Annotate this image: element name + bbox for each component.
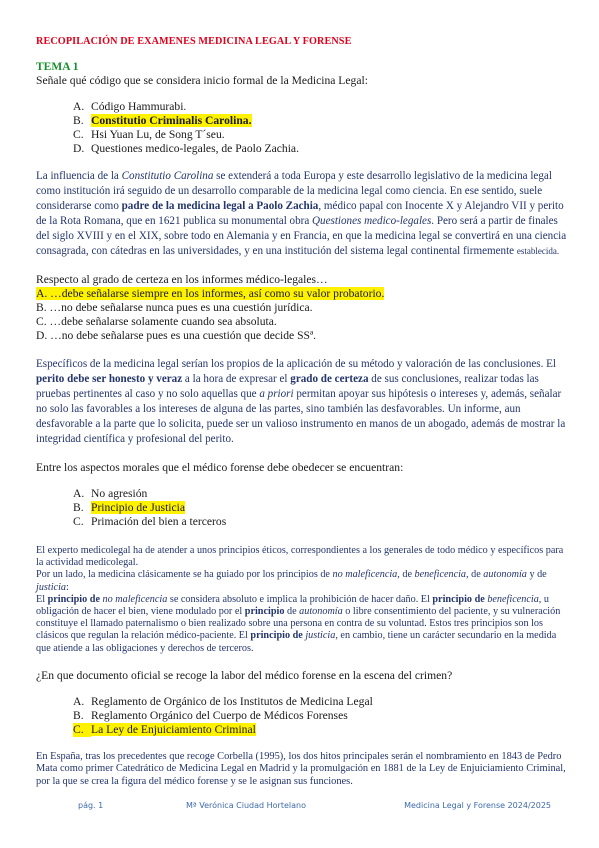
text-run: principio de bbox=[432, 593, 488, 605]
option-text: Primación del bien a terceros bbox=[91, 515, 227, 528]
option-a bbox=[36, 287, 569, 301]
option-a bbox=[73, 487, 569, 501]
option-text-correct: A. …debe señalarse siempre en los informes, así como su valor probatorio. bbox=[36, 287, 385, 300]
question-1: Señale qué código que se considera inicio formal de la Medicina Legal: bbox=[36, 74, 368, 87]
question-4: ¿En que documento oficial se recoge la labor del médico forense en la escena del crimen? bbox=[36, 668, 453, 682]
text-run: no maleficencia bbox=[102, 593, 168, 605]
text-run: Por un lado, la medicina clásicamente se ha guiado por los principios de bbox=[36, 569, 333, 581]
text-run: justicia bbox=[36, 581, 66, 593]
option-text: Hsi Yuan Lu, de Song T´seu. bbox=[91, 128, 225, 141]
text-run: se extenderá a toda Europa y este desarrollo legislativo de la medicina legal como institución irá seguido de un desarrollo comparable de la medicina legal como ciencia. En ese sentido, suele considerarse como bbox=[36, 170, 552, 212]
text-run: a la hora de expresar el bbox=[182, 373, 291, 385]
text-run: . Pero será a partir de finales del siglo XVIII y en el XIX, sobre todo en Alemania y en Francia, en que la medicina legal se convertirá en una ciencia consagrada, con cátedras en las universidades, y en una institución del sistema legal continental firmemente bbox=[36, 215, 567, 257]
footer-page-number: pág. 1 bbox=[78, 801, 104, 810]
explanation-3-paragraph bbox=[36, 569, 569, 593]
question-1-options bbox=[36, 100, 569, 156]
option-letter: C. bbox=[73, 515, 84, 528]
text-run: , médico papal con Inocente X y Alejandro VII y perito de la Rota Romana, que en 1621 publica su monumental obra bbox=[36, 200, 564, 227]
text-run: se considera absoluto e implica la prohibición de hacer daño. El bbox=[167, 593, 433, 605]
text-run: a priori bbox=[259, 388, 294, 400]
option-c bbox=[73, 128, 569, 142]
text-run: Constitutio Carolina bbox=[121, 170, 214, 182]
text-run: de bbox=[284, 606, 300, 618]
explanation-2 bbox=[36, 357, 569, 447]
footer-course: Medicina Legal y Forense 2024/2025 bbox=[404, 801, 551, 810]
text-run: permitan apoyar sus hipótesis o intereses y, además, señalar no solo las favorables a los intereses de alguna de las partes, sino también las desfavorables. Un informe, aun desfavorable a la parte que lo solicita, puede ser un valioso instrumento en manos de un abogado, además de mostrar la integridad científica y profesional del perito. bbox=[36, 388, 566, 445]
option-b bbox=[73, 709, 569, 723]
option-letter: A. bbox=[73, 487, 85, 500]
explanation-3-paragraph bbox=[36, 594, 569, 655]
text-run: de sus conclusiones, realizar todas las pruebas pertinentes al caso y no solo aquellas que bbox=[36, 373, 539, 400]
explanation-3-paragraph: El experto medicolegal ha de atender a unos principios éticos, correspondientes a los generales de todo médico y específicos para la actividad medicolegal. bbox=[36, 545, 564, 569]
option-c: C. …debe señalarse solamente cuando sea absoluta. bbox=[36, 315, 277, 328]
question-3: Entre los aspectos morales que el médico forense debe obedecer se encuentran: bbox=[36, 461, 404, 474]
text-run: establecida. bbox=[516, 246, 560, 256]
text-run: autonomía bbox=[483, 569, 527, 581]
text-run: : bbox=[66, 581, 69, 593]
text-run: principio de bbox=[47, 593, 103, 605]
explanation-1 bbox=[36, 169, 569, 259]
text-run: no maleficencia bbox=[332, 569, 398, 581]
option-text: Questiones medico-legales, de Paolo Zachia. bbox=[91, 142, 299, 155]
text-run: principio bbox=[244, 606, 285, 618]
option-letter: A. bbox=[73, 694, 85, 708]
option-a bbox=[73, 695, 569, 709]
option-letter: B. bbox=[73, 501, 84, 514]
option-c bbox=[73, 723, 569, 737]
explanation-4: En España, tras los precedentes que recoge Corbella (1995), los dos hitos principales serán el nombramiento en 1843 de Pedro Mata como primer Catedrático de Medicina Legal en Madrid y la promulgación en 1881 de la Ley de Enjuiciamiento Criminal, por la que se crea la figura del médico forense y se le asignan sus funciones. bbox=[36, 750, 566, 787]
text-run: , en cambio, tiene un carácter secundario en la medida que atiende a las obligaciones y derechos de terceros. bbox=[36, 630, 557, 654]
question-4-options bbox=[36, 695, 569, 737]
document-title: RECOPILACIÓN DE EXAMENES MEDICINA LEGAL Y FORENSE bbox=[36, 36, 352, 47]
option-c bbox=[73, 515, 569, 529]
text-run: principio de bbox=[250, 630, 306, 642]
text-run: Questiones medico-legales bbox=[312, 215, 432, 227]
text-run: , de bbox=[397, 569, 415, 581]
option-letter: B. bbox=[73, 114, 84, 127]
option-text: Reglamento Orgánico del Cuerpo de Médicos Forenses bbox=[91, 708, 348, 722]
option-letter: B. bbox=[73, 708, 84, 722]
option-text-correct: La Ley de Enjuiciamiento Criminal bbox=[91, 722, 256, 736]
text-run: beneficencia bbox=[414, 569, 467, 581]
text-run: Específicos de la medicina legal serían los propios de la aplicación de su método y valoración de las conclusiones. El bbox=[36, 358, 557, 370]
text-run: padre de la medicina legal a Paolo Zachia bbox=[121, 200, 319, 212]
text-run: , u obligación de hacer el bien, viene modulado por el bbox=[36, 593, 549, 618]
option-letter: A. bbox=[73, 100, 85, 113]
option-text: Reglamento de Orgánico de los Institutos de Medicina Legal bbox=[91, 694, 373, 708]
explanation-3 bbox=[36, 545, 569, 655]
option-text: No agresión bbox=[91, 487, 148, 500]
option-text: Código Hammurabi. bbox=[91, 100, 187, 113]
text-run: o libre consentimiento del paciente, y su vulneración constituye el llamado paternalismo o bien realizado sobre una persona en contra de su voluntad. Estos tres principios son los clásicos que regulan la relación médico-paciente. El bbox=[36, 606, 561, 642]
option-d: D. …no debe señalarse pues es una cuestión que decide SSª. bbox=[36, 329, 317, 342]
option-letter: D. bbox=[73, 142, 85, 155]
text-run: perito debe ser honesto y veraz bbox=[36, 373, 183, 385]
text-run: beneficencia bbox=[487, 593, 539, 605]
option-b: B. …no debe señalarse nunca pues es una cuestión jurídica. bbox=[36, 301, 313, 314]
option-b bbox=[73, 114, 569, 128]
text-run: La influencia de la bbox=[36, 170, 122, 182]
option-text-correct: Principio de Justicia bbox=[91, 501, 186, 514]
question-3-options bbox=[36, 487, 569, 529]
question-2-options bbox=[36, 287, 569, 343]
text-run: autonomía bbox=[299, 606, 343, 618]
text-run: justicia bbox=[305, 630, 336, 642]
question-2: Respecto al grado de certeza en los informes médico-legales… bbox=[36, 273, 328, 286]
option-b bbox=[73, 501, 569, 515]
option-letter: C. bbox=[73, 128, 84, 141]
text-run: , de bbox=[466, 569, 484, 581]
option-a bbox=[73, 100, 569, 114]
option-text-correct: Constitutio Criminalis Carolina. bbox=[91, 114, 252, 127]
text-run: y de bbox=[526, 569, 547, 581]
tema-heading: TEMA 1 bbox=[36, 61, 79, 73]
option-letter: C. bbox=[73, 723, 91, 737]
footer-author: Mª Verónica Ciudad Hortelano bbox=[186, 801, 306, 810]
option-d bbox=[73, 142, 569, 156]
text-run: grado de certeza bbox=[290, 373, 369, 385]
text-run: El bbox=[36, 593, 48, 605]
